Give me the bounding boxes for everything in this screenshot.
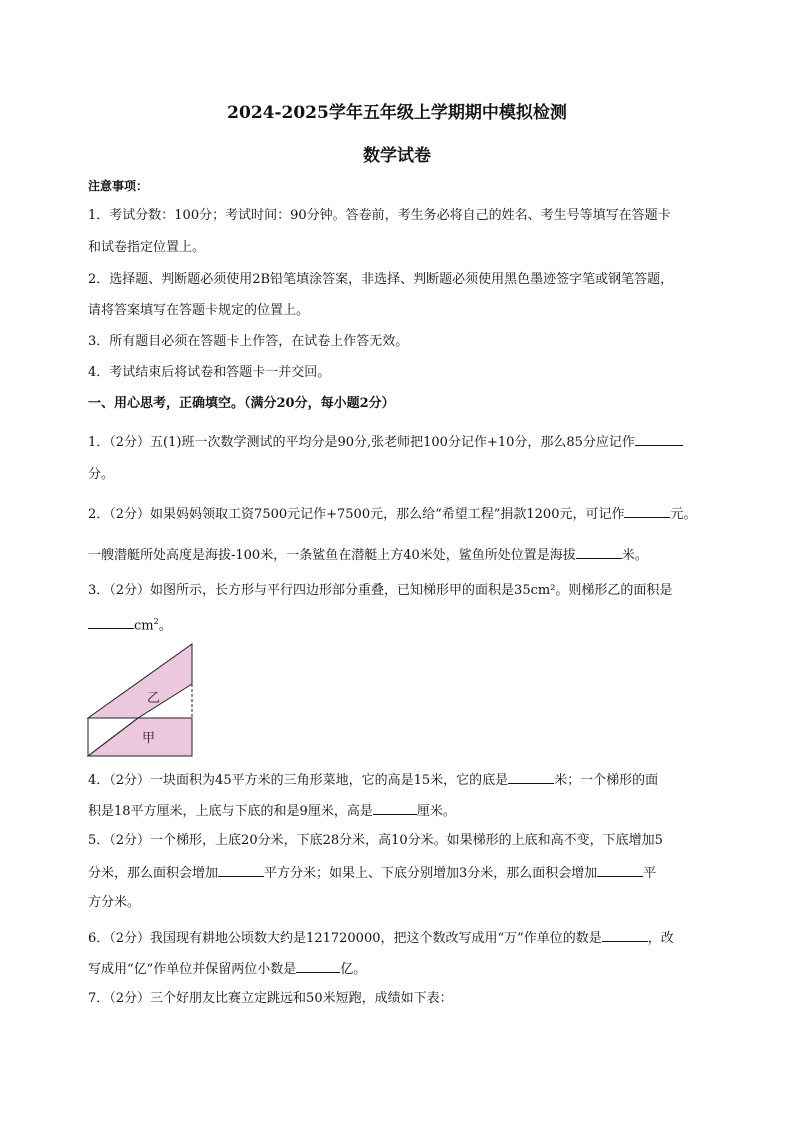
- question-2-extra-text: 一艘潜艇所处高度是海拔-100米，一条鲨鱼在潜艇上方40米处，鲨鱼所处位置是海拔: [88, 548, 576, 563]
- notice-1-line-1: 1．考试分数：100分；考试时间：90分钟。答卷前，考生务必将自己的姓名、考生号等填写在答题卡: [88, 208, 671, 223]
- question-3-line-2: [88, 614, 172, 634]
- question-6-line-2: [88, 960, 366, 978]
- answer-blank[interactable]: [296, 960, 340, 973]
- question-5-text-b: 平方分米；如果上、下底分别增加3分米，那么面积会增加: [264, 866, 598, 881]
- question-4-line-2: [88, 802, 456, 820]
- question-5-line-1: 5．（2分）一个梯形，上底20分米，下底28分米，高10分米。如果梯形的上底和高不变，下底增加5: [88, 833, 663, 848]
- label-jia: 甲: [142, 731, 156, 746]
- trapezoid-yi-shape: [88, 644, 192, 718]
- question-4-text-c: 积是18平方厘米，上底与下底的和是9厘米，高是: [88, 804, 373, 819]
- answer-blank[interactable]: [597, 864, 643, 877]
- trapezoid-figure: [86, 640, 198, 760]
- answer-blank[interactable]: [218, 864, 264, 877]
- notice-heading: 注意事项：: [88, 179, 149, 193]
- answer-blank[interactable]: [88, 616, 134, 629]
- question-4-text-d: 厘米。: [416, 804, 456, 819]
- question-3-unit: cm: [134, 618, 154, 634]
- question-1-line-2: 分。: [88, 467, 115, 482]
- question-3-line-1: 3．（2分）如图所示，长方形与平行四边形部分重叠，已知梯形甲的面积是35cm²。则梯形乙的面积是: [88, 583, 673, 598]
- question-6-text-a: 6．（2分）我国现有耕地公顷数大约是121720000，把这个数改写成用“万”作单位的数是: [88, 931, 602, 946]
- answer-blank[interactable]: [624, 505, 670, 518]
- question-1-text: 1．（2分）五(1)班一次数学测试的平均分是90分,张老师把100分记作+10分，那么85分应记作: [88, 435, 635, 450]
- question-6-text-d: 亿。: [340, 962, 367, 977]
- answer-blank[interactable]: [576, 546, 622, 559]
- exam-title: 2024-2025学年五年级上学期期中模拟检测: [227, 103, 567, 123]
- question-5-text-c: 平: [643, 866, 657, 881]
- question-3-unit-sup: 2: [153, 617, 159, 626]
- question-2-text: 2．（2分）如果妈妈领取工资7500元记作+7500元，那么给“希望工程”捐款1200元，可记作: [88, 507, 625, 522]
- question-6-line-1: [88, 929, 674, 947]
- notice-2-line-2: 请将答案填写在答题卡规定的位置上。: [88, 303, 310, 318]
- notice-4: 4．考试结束后将试卷和答题卡一并交回。: [88, 365, 331, 380]
- question-5-line-3: 方分米。: [88, 895, 141, 910]
- label-yi: 乙: [147, 691, 161, 706]
- question-5-line-2: [88, 864, 656, 882]
- answer-blank[interactable]: [635, 433, 683, 446]
- question-4-text-b: 米；一个梯形的面: [554, 773, 659, 788]
- notice-2-line-1: 2．选择题、判断题必须使用2B铅笔填涂答案，非选择、判断题必须使用黑色墨迹签字笔或钢笔答题，: [88, 272, 674, 287]
- notice-3: 3．所有题目必须在答题卡上作答，在试卷上作答无效。: [88, 334, 409, 349]
- notice-1-line-2: 和试卷指定位置上。: [88, 240, 206, 255]
- exam-subtitle: 数学试卷: [363, 146, 431, 166]
- section-1-heading: 一、用心思考，正确填空。（满分20分，每小题2分）: [88, 396, 395, 411]
- answer-blank[interactable]: [508, 771, 554, 784]
- question-1-line-1: [88, 433, 683, 451]
- trapezoid-jia-shape: [88, 718, 192, 756]
- question-3-end: 。: [158, 618, 172, 634]
- question-2-unit: 元。: [670, 507, 697, 522]
- answer-blank[interactable]: [373, 802, 417, 815]
- question-6-text-c: 写成用“亿”作单位并保留两位小数是: [88, 962, 297, 977]
- question-2-extra-unit: 米。: [621, 548, 648, 563]
- question-2: [88, 505, 697, 523]
- question-6-text-b: ，改: [647, 931, 674, 946]
- question-4-line-1: [88, 771, 658, 789]
- question-5-text-a: 分米，那么面积会增加: [88, 866, 219, 881]
- answer-blank[interactable]: [602, 929, 648, 942]
- question-7: 7．（2分）三个好朋友比赛立定跳远和50米短跑，成绩如下表：: [88, 991, 453, 1006]
- question-4-text-a: 4．（2分）一块面积为45平方米的三角形菜地，它的高是15米，它的底是: [88, 773, 509, 788]
- question-2-extra: [88, 546, 648, 564]
